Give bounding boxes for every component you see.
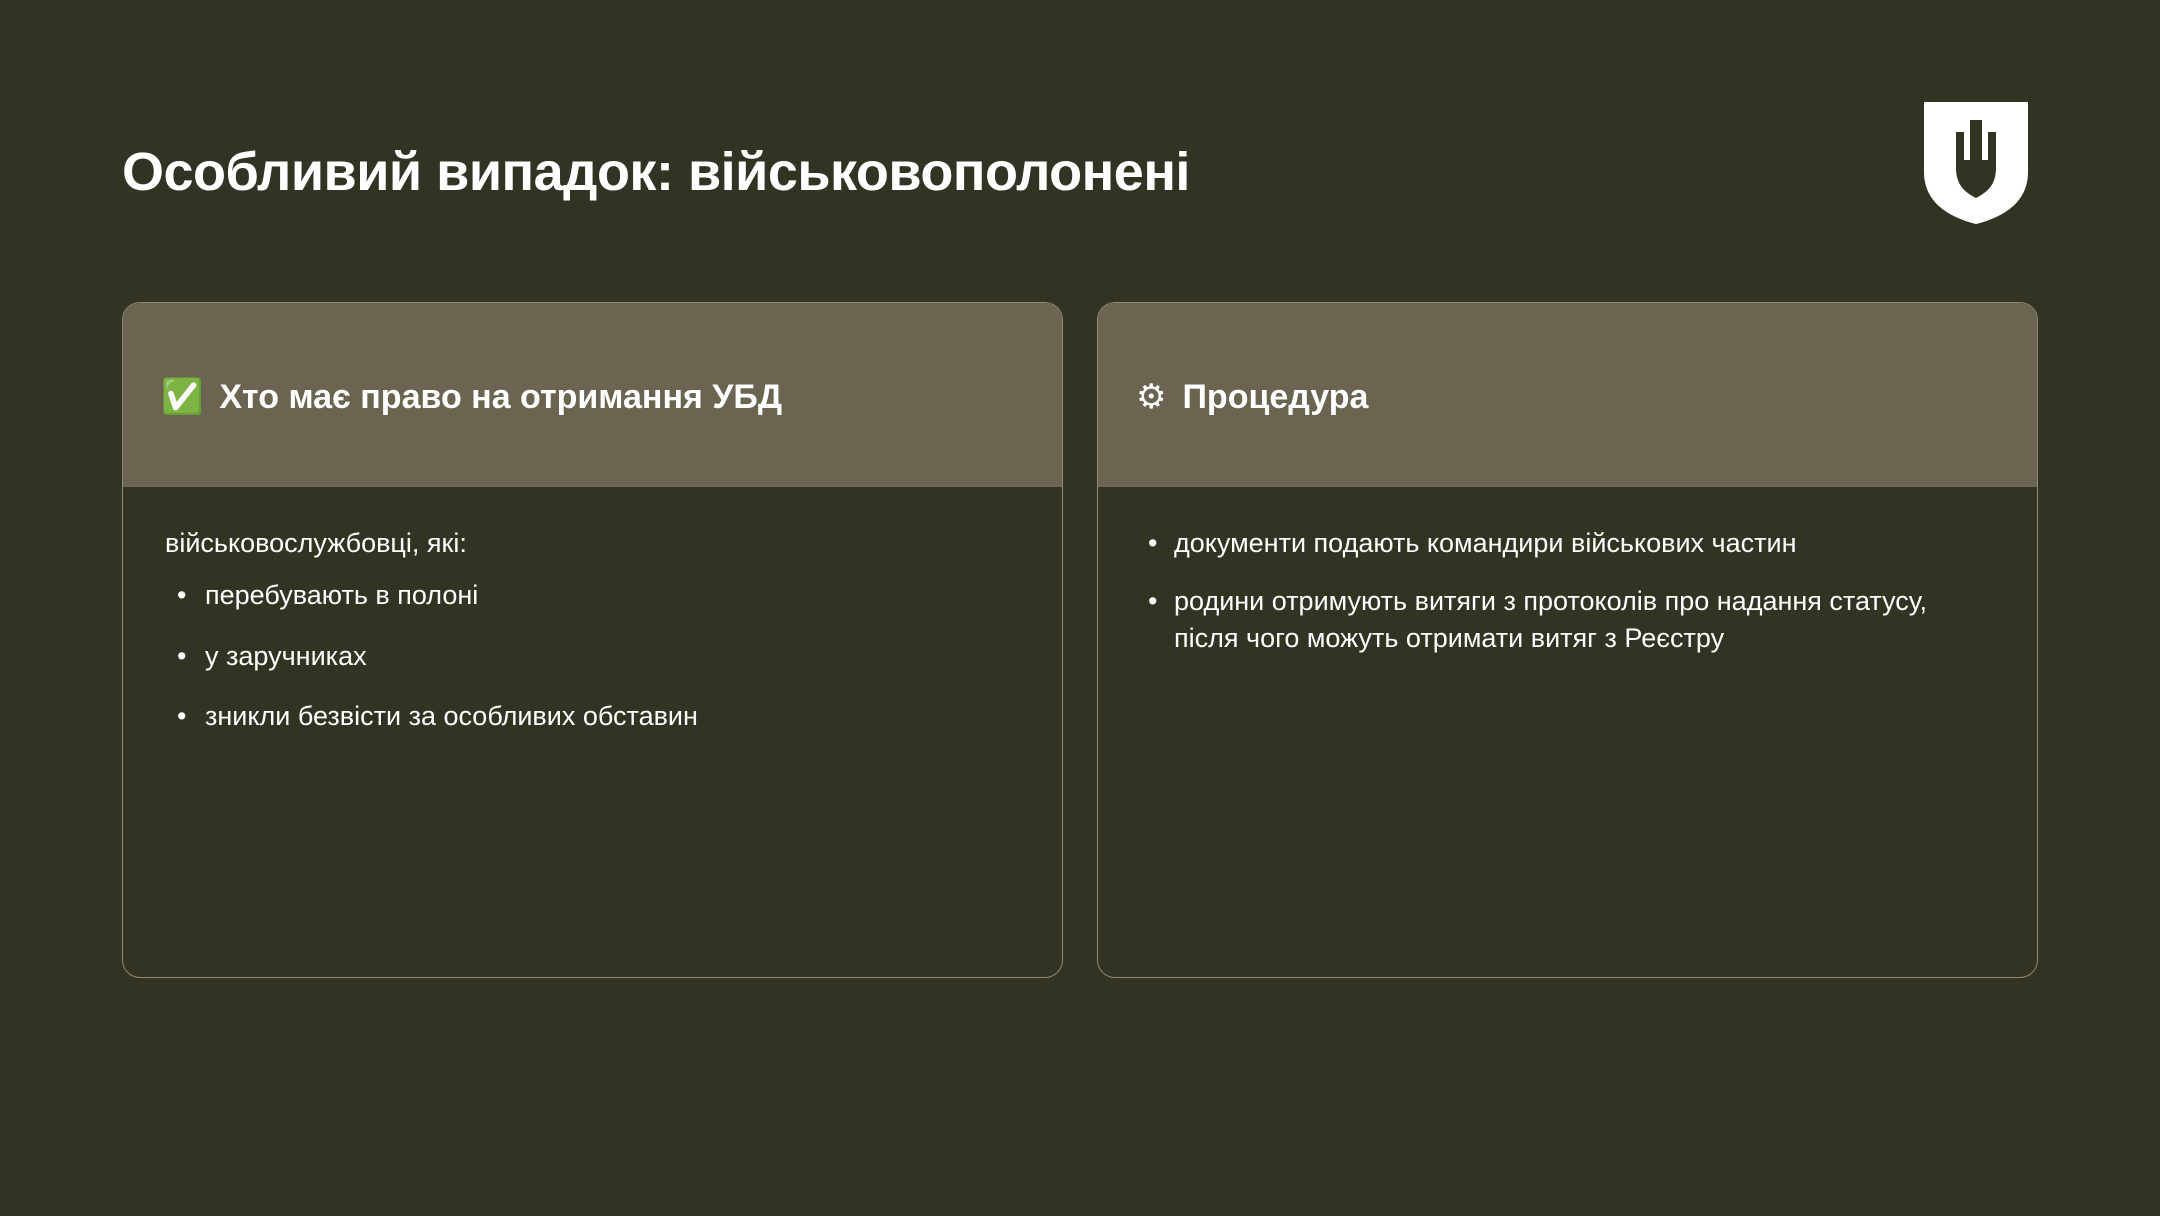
card-lead-text: військовослужбовці, які:: [165, 528, 467, 558]
ukraine-trident-shield-icon: [1920, 98, 2032, 226]
card-eligibility: [122, 302, 1063, 978]
card-title: Процедура: [1182, 377, 1369, 416]
list-item: • перебувають в полоні: [165, 577, 1020, 613]
card-header: [1098, 303, 2037, 487]
slide-header: [122, 118, 2038, 228]
card-procedure: [1097, 302, 2038, 978]
list-item: • документи подають командири військових частин: [1140, 525, 1995, 561]
card-header: [123, 303, 1062, 487]
gear-icon: ⚙: [1136, 378, 1167, 416]
card-bullet-list: [165, 577, 1020, 734]
card-body: [1098, 487, 2037, 977]
card-body: [123, 487, 1062, 977]
check-mark-icon: ✅: [161, 378, 204, 416]
list-item: • зникли безвісти за особливих обставин: [165, 698, 1020, 734]
page-title: Особливий випадок: військовополонені: [122, 142, 1190, 203]
card-bullet-list: [1140, 525, 1995, 656]
card-title: Хто має право на отримання УБД: [219, 377, 783, 416]
list-item: • у заручниках: [165, 638, 1020, 674]
list-item: • родини отримують витяги з протоколів про надання статусу, після чого можуть отримати витяг з Реєстру: [1140, 583, 1995, 656]
cards-row: [122, 302, 2038, 978]
